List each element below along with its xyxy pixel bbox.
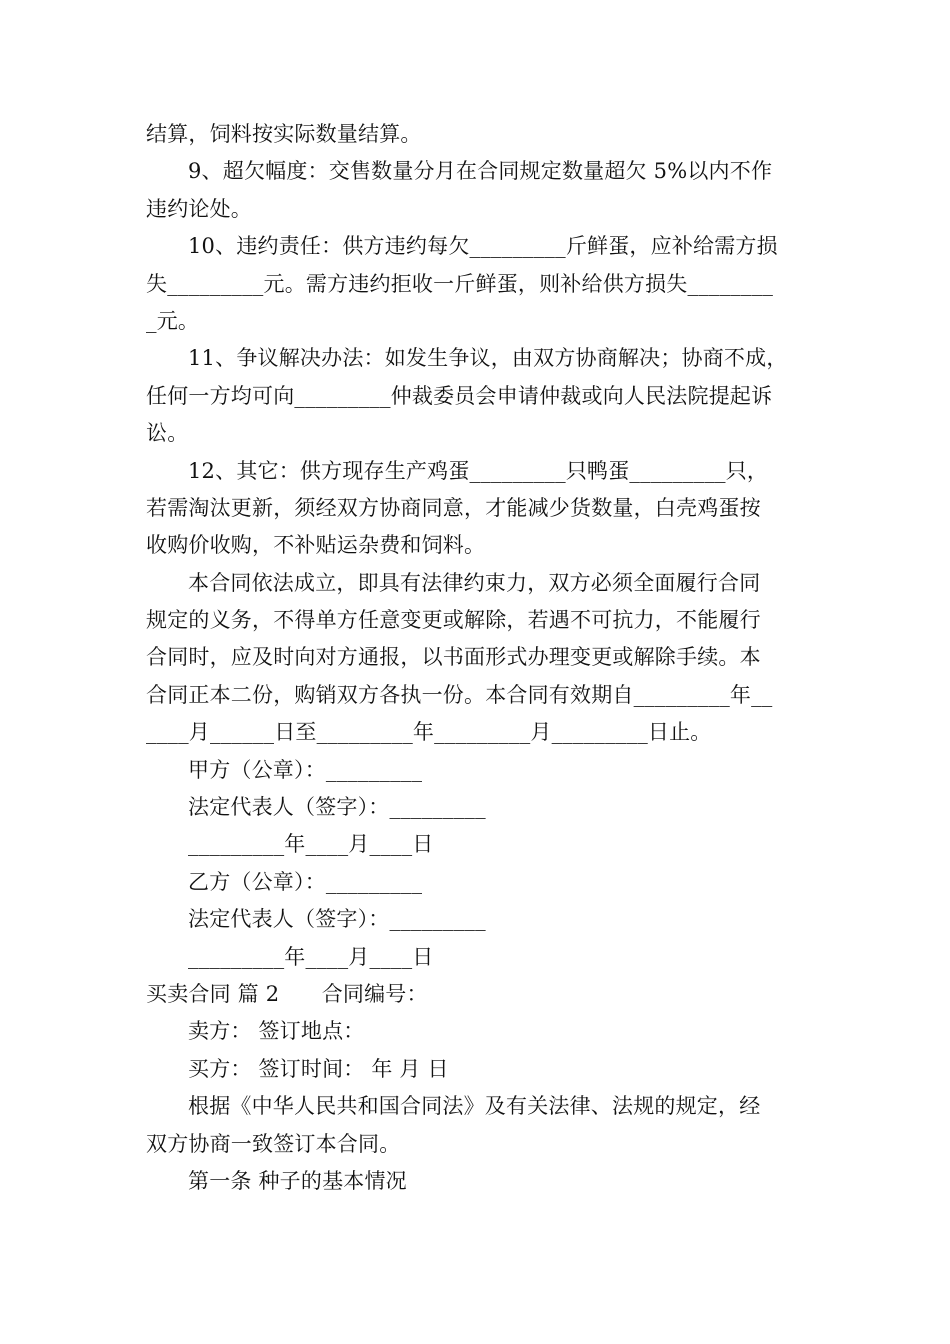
text-line: ____月______日至_________年_________月_________日止。 <box>146 720 712 745</box>
document-body <box>146 116 810 1200</box>
text-line: 讼。 <box>146 421 189 446</box>
text-line: 11、争议解决办法：如发生争议，由双方协商解决；协商不成， <box>188 346 788 371</box>
text-line: 规定的义务，不得单方任意变更或解除，若遇不可抗力，不能履行 <box>146 608 761 633</box>
text-line: 9、超欠幅度：交售数量分月在合同规定数量超欠 5%以内不作 <box>188 159 773 184</box>
text-line: 收购价收购，不补贴运杂费和饲料。 <box>146 533 486 558</box>
party-b-date-line: _________年____月____日 <box>188 944 434 969</box>
text-line: 结算，饲料按实际数量结算。 <box>146 122 422 146</box>
text-line: 双方协商一致签订本合同。 <box>146 1131 401 1156</box>
text-line: 任何一方均可向_________仲裁委员会申请仲裁或向人民法院提起诉 <box>146 383 773 408</box>
seller-line: 卖方： 签订地点： <box>188 1019 365 1044</box>
text-line: _元。 <box>146 308 200 333</box>
text-line: 根据《中华人民共和国合同法》及有关法律、法规的规定，经 <box>188 1094 761 1119</box>
text-line: 违约论处。 <box>146 196 252 221</box>
party-a-date-line: _________年____月____日 <box>188 832 434 857</box>
text-line: 12、其它：供方现存生产鸡蛋_________只鸭蛋_________只， <box>188 458 769 483</box>
text-line: 合同时，应及时向对方通报，以书面形式办理变更或解除手续。本 <box>146 645 761 670</box>
text-line: 失_________元。需方违约拒收一斤鲜蛋，则补给供方损失________ <box>146 271 774 296</box>
party-b-seal-line: 乙方（公章）：_________ <box>188 869 423 894</box>
party-b-representative-line: 法定代表人（签字）：_________ <box>188 907 486 932</box>
buyer-line: 买方： 签订时间： 年 月 日 <box>188 1056 449 1081</box>
party-a-representative-line: 法定代表人（签字）：_________ <box>188 795 486 820</box>
party-a-seal-line: 甲方（公章）：_________ <box>188 757 423 782</box>
section-heading: 买卖合同 篇 2 合同编号： <box>146 981 428 1006</box>
article-heading: 第一条 种子的基本情况 <box>188 1168 407 1193</box>
text-line: 若需淘汰更新，须经双方协商同意，才能减少货数量，白壳鸡蛋按 <box>146 495 761 520</box>
text-line: 本合同依法成立，即具有法律约束力，双方必须全面履行合同 <box>188 570 761 595</box>
text-line: 10、违约责任：供方违约每欠_________斤鲜蛋，应补给需方损 <box>188 234 778 259</box>
text-line: 合同正本二份，购销双方各执一份。本合同有效期自_________年__ <box>146 682 773 707</box>
